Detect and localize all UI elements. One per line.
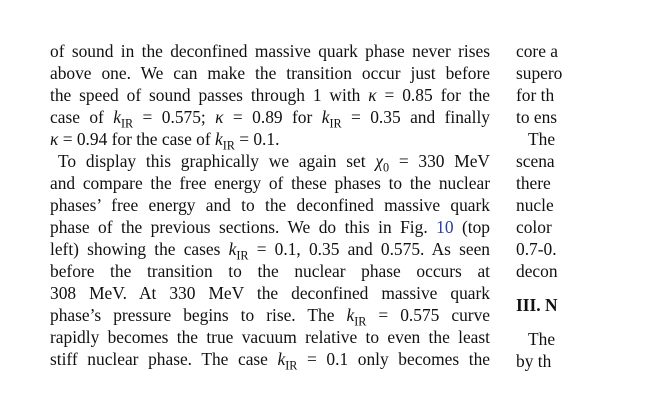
text-line: κ = 0.94 for the case of $k_{IR} = 0.1$. <box>50 129 280 153</box>
text-line: there <box>516 173 551 193</box>
text-line: case of $k_{IR} = 0.575$; κ = 0.89 for $k_{IR} = 0.35$ and finally <box>50 107 491 131</box>
text-line: To display this graphically we again set $\chi_0 = 330$ MeV <box>58 151 490 175</box>
text-line: the speed of sound passes through 1 with κ = 0.85 for the <box>50 85 491 105</box>
text-line: decon <box>516 261 558 281</box>
text-line: stiff nuclear phase. The case $k_{IR} = 0.1$ only becomes the <box>50 349 491 373</box>
text-line: by th <box>516 351 552 371</box>
figure-reference-link[interactable]: 10 <box>436 217 454 237</box>
text-line: above one. We can make the transition occur just before <box>50 63 490 83</box>
text-line: before the transition to the nuclear phase occurs at <box>50 261 490 281</box>
text-line: left) showing the cases $k_{IR} = 0.1$, 0.35 and 0.575. As seen <box>50 239 491 263</box>
text-line: of sound in the deconfined massive quark phase never rises <box>50 41 490 61</box>
text-line: phases’ free energy and to the deconfined massive quark <box>50 195 490 215</box>
text-line: 0.7-0. <box>516 239 557 259</box>
left-column-text <box>50 30 491 373</box>
text-line: supero <box>516 63 563 83</box>
text-line: color <box>516 217 552 237</box>
right-column-text <box>516 30 563 371</box>
text-line: and compare the free energy of these phases to the nuclear <box>50 173 490 193</box>
text-line: phase’s pressure begins to rise. The $k_{IR} = 0.575$ curve <box>50 305 490 329</box>
text-line: rapidly becomes the true vacuum relative to even the least <box>50 327 490 347</box>
text-line: scena <box>516 151 555 171</box>
text-line: nucle <box>516 195 554 215</box>
text-line: The <box>528 329 556 349</box>
text-line: The <box>528 129 556 149</box>
text-line: phase of the previous sections. We do this in Fig. 10 (top <box>50 217 490 237</box>
text-line: 308 MeV. At 330 MeV the deconfined massive quark <box>50 283 490 303</box>
section-heading: III. N <box>516 295 558 315</box>
text-line: to ens <box>516 107 558 127</box>
text-line: core a <box>516 41 558 61</box>
text-line: for th <box>516 85 555 105</box>
